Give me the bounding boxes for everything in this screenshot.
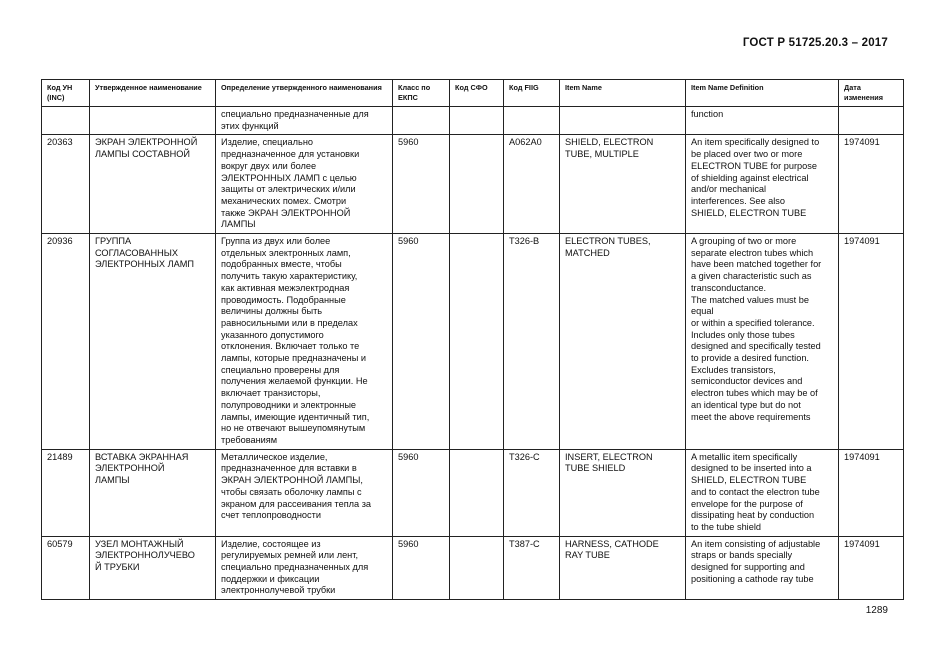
col-header-item-name: Item Name — [560, 80, 686, 107]
cell-sfo-code — [450, 135, 504, 234]
cell-fiig-code: T326-C — [504, 449, 560, 536]
cell-item-name-definition: A grouping of two or more separate electron tubes which have been matched together for a given characteristic such as transconductance. The matched values must be equal or within a specified tolerance. Includes only those tubes designed and specifically tested to provide a desired function. Excludes transistors, semiconductor devices and electron tubes which may be of an identical type but do not meet the above requirements — [686, 234, 839, 450]
col-header-item-name-definition: Item Name Definition — [686, 80, 839, 107]
cell-approved-definition: специально предназначенные для этих функций — [216, 107, 393, 135]
cell-fiig-code: A062A0 — [504, 135, 560, 234]
cell-approved-definition: Изделие, специально предназначенное для установки вокруг двух или более ЭЛЕКТРОННЫХ ЛАМП с целью защиты от электрических и/или механических помех. Смотри также ЭКРАН ЭЛЕКТРОННОЙ ЛАМПЫ — [216, 135, 393, 234]
cell-fiig-code — [504, 107, 560, 135]
standard-designation: ГОСТ Р 51725.20.3 – 2017 — [742, 37, 888, 49]
cell-approved-definition: Группа из двух или более отдельных электронных ламп, подобранных вместе, чтобы получить такую характеристику, как активная межэлектродная проводимость. Подобранные величины должны быть равносильными или в пределах указанного допустимого отклонения. Включает только те лампы, которые предназначены и специально проверены для получения желаемой функции. Не включает транзисторы, полупроводники и электронные лампы, имеющие идентичный тип, но не отвечают вышеупомянутым требованиям — [216, 234, 393, 450]
cell-inc: 20363 — [42, 135, 90, 234]
cell-item-name: SHIELD, ELECTRON TUBE, MULTIPLE — [560, 135, 686, 234]
cell-ekps-class: 5960 — [393, 135, 450, 234]
table-row — [42, 234, 904, 450]
table-row — [42, 107, 904, 135]
cell-item-name-definition: function — [686, 107, 839, 135]
col-header-approved-definition: Определение утвержденного наименования — [216, 80, 393, 107]
cell-fiig-code: T387-C — [504, 536, 560, 600]
cell-change-date — [839, 107, 904, 135]
col-header-approved-name: Утвержденное наименование — [90, 80, 216, 107]
col-header-fiig-code: Код FIIG — [504, 80, 560, 107]
cell-change-date: 1974091 — [839, 135, 904, 234]
cell-inc: 20936 — [42, 234, 90, 450]
table-row — [42, 135, 904, 234]
cell-approved-name: УЗЕЛ МОНТАЖНЫЙ ЭЛЕКТРОННОЛУЧЕВО Й ТРУБКИ — [90, 536, 216, 600]
cell-change-date: 1974091 — [839, 449, 904, 536]
cell-item-name: ELECTRON TUBES, MATCHED — [560, 234, 686, 450]
cell-sfo-code — [450, 449, 504, 536]
cell-ekps-class — [393, 107, 450, 135]
cell-sfo-code — [450, 536, 504, 600]
cell-ekps-class: 5960 — [393, 536, 450, 600]
cell-item-name-definition: An item consisting of adjustable straps or bands specially designed for supporting and positioning a cathode ray tube — [686, 536, 839, 600]
cell-sfo-code — [450, 107, 504, 135]
cell-inc: 60579 — [42, 536, 90, 600]
cell-change-date: 1974091 — [839, 234, 904, 450]
table-row — [42, 536, 904, 600]
cell-approved-definition: Металлическое изделие, предназначенное для вставки в ЭКРАН ЭЛЕКТРОННОЙ ЛАМПЫ, чтобы связать оболочку лампы с экраном для рассеивания тепла за счет теплопроводности — [216, 449, 393, 536]
cell-approved-name: ВСТАВКА ЭКРАННАЯ ЭЛЕКТРОННОЙ ЛАМПЫ — [90, 449, 216, 536]
cell-item-name-definition: An item specifically designed to be placed over two or more ELECTRON TUBE for purpose of shielding against electrical and/or mechanical interferences. See also SHIELD, ELECTRON TUBE — [686, 135, 839, 234]
cell-inc — [42, 107, 90, 135]
cell-item-name-definition: A metallic item specifically designed to be inserted into a SHIELD, ELECTRON TUBE and to contact the electron tube envelope for the purpose of dissipating heat by conduction to the tube shield — [686, 449, 839, 536]
table-header-row — [42, 80, 904, 107]
catalog-table — [41, 79, 904, 600]
table-row — [42, 449, 904, 536]
col-header-change-date: Дата изменения — [839, 80, 904, 107]
cell-approved-definition: Изделие, состоящее из регулируемых ремней или лент, специально предназначенных для поддержки и фиксации электроннолучевой трубки — [216, 536, 393, 600]
cell-ekps-class: 5960 — [393, 234, 450, 450]
cell-approved-name — [90, 107, 216, 135]
cell-approved-name: ЭКРАН ЭЛЕКТРОННОЙ ЛАМПЫ СОСТАВНОЙ — [90, 135, 216, 234]
col-header-ekps-class: Класс по ЕКПС — [393, 80, 450, 107]
cell-fiig-code: T326-B — [504, 234, 560, 450]
cell-change-date: 1974091 — [839, 536, 904, 600]
page-number: 1289 — [865, 605, 888, 616]
cell-item-name: HARNESS, CATHODE RAY TUBE — [560, 536, 686, 600]
cell-item-name: INSERT, ELECTRON TUBE SHIELD — [560, 449, 686, 536]
cell-item-name — [560, 107, 686, 135]
cell-inc: 21489 — [42, 449, 90, 536]
col-header-inc: Код УН (INC) — [42, 80, 90, 107]
cell-approved-name: ГРУППА СОГЛАСОВАННЫХ ЭЛЕКТРОННЫХ ЛАМП — [90, 234, 216, 450]
col-header-sfo-code: Код СФО — [450, 80, 504, 107]
cell-sfo-code — [450, 234, 504, 450]
cell-ekps-class: 5960 — [393, 449, 450, 536]
